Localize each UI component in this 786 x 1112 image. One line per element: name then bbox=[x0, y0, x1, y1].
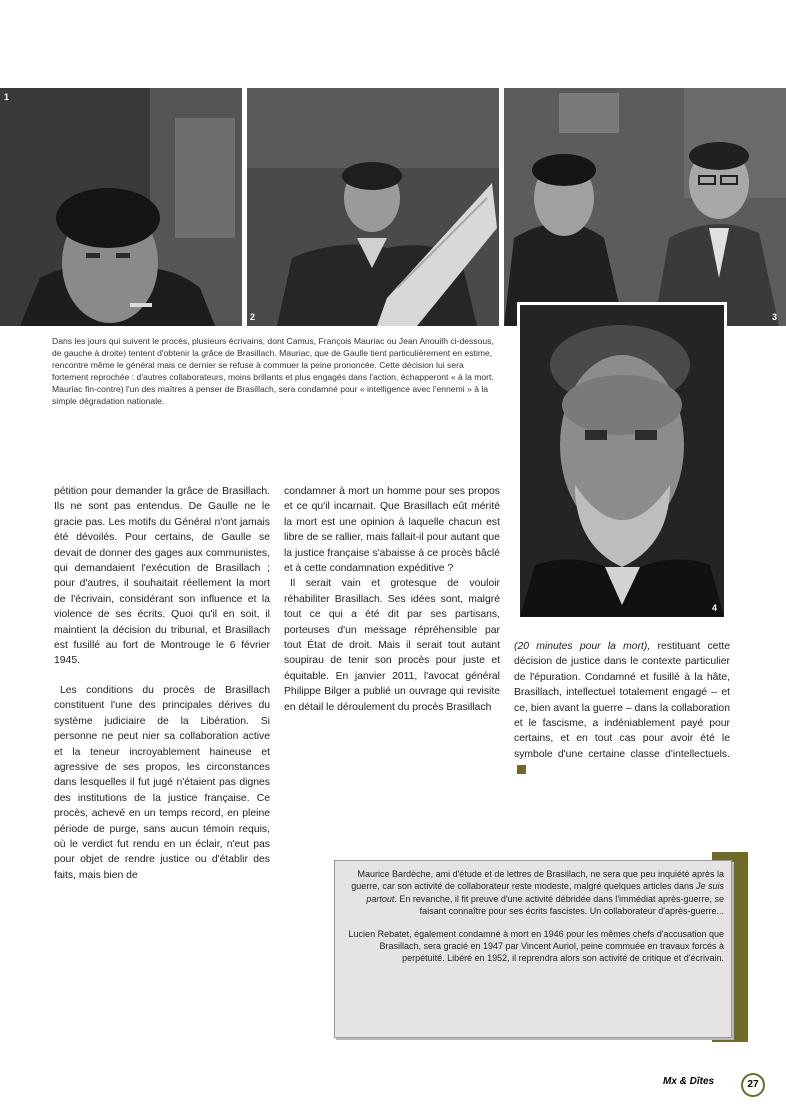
paragraph bbox=[514, 639, 730, 778]
paragraph: Les conditions du procès de Brasillach constituent l'une des principales dérives du système judiciaire de la Libération. Si personne ne peut nier sa collaboration active et la teneur incroyablement haineuse et agressive de ses propos, les circonstances dans lesquelles il fut jugé n'étaient pas dignes des institutions de la justice française. Ce procès, achevé en un temps record, en pleine période de purge, sans aucun témoin requis, où le verdict fut rendu en un éclair, n'eut pas pour objet de rendre justice ou d'établir des faits, mais bien de bbox=[54, 684, 270, 881]
article-column-1 bbox=[54, 484, 270, 883]
photo-number: 3 bbox=[772, 312, 778, 322]
paragraph: Il serait vain et grotesque de vouloir réhabiliter Brasillach. Ses idées sont, malgré tout ce qui a été dit par ses partisans, porteuses d'un message répréhensible par tout État de droit. Mais il serait tout autant soupirau de tenir son procès pour juste et équitable. En janvier 2011, l'avocat général Philippe Bilger a publié un ouvrage qui revisite en détail le déroulement du procès Brasillach bbox=[284, 578, 500, 713]
photo-number: 4 bbox=[712, 603, 718, 613]
magazine-brand: Mx & Dîtes bbox=[663, 1076, 715, 1087]
portrait-image bbox=[504, 88, 786, 326]
book-title: (20 minutes pour la mort), bbox=[514, 641, 651, 652]
photo-number: 1 bbox=[4, 92, 10, 102]
article-column-2 bbox=[284, 484, 500, 715]
photo-maurras bbox=[517, 302, 727, 620]
photo-camus bbox=[0, 88, 242, 326]
box-paragraph bbox=[344, 868, 724, 918]
portrait-image bbox=[0, 88, 242, 326]
box-paragraph: Lucien Rebatet, également condamné à mort en 1946 pour les mêmes chefs d'accusation que Brasillach, sera gracié en 1947 par Vincent Auriol, peine commuée en travaux forcés à perpétuité. Libéré en 1952, il reprendra alors son activité de critique et d'écrivain. bbox=[348, 928, 724, 964]
page-number: 27 bbox=[741, 1073, 765, 1097]
photo-caption: Dans les jours qui suivent le procès, plusieurs écrivains, dont Camus, François Mauriac ou Jean Anouilh ci-dessous, de gauche à droite) tentent d'obtenir la grâce de Brasillach. Mauriac, que de Gaulle tient particulièrement en estime, rencontre même le général mais ce dernier se refuse à commuer la peine prononcée. Cette décision lui sera fortement reprochée : d'autres collaborateurs, moins brillants et plus engagés dans l'action, échapperont « à la mort. Mauriac fin-contre) l'un des maîtres à penser de Brasillach, sera condamné pour « intelligence avec l'ennemi » à la simple dégradation nationale. bbox=[52, 336, 494, 406]
paragraph: condamner à mort un homme pour ses propos et ce qu'il incarnait. Que Brasillach eût mérité la mort est une opinion à laquelle chacun est libre de se rallier, mais fallait-il pour autant que la justice française s'abaisse à ce procès bâclé et à cette condamnation expéditive ? bbox=[284, 486, 500, 575]
box-text: . En revanche, il fit preuve d'une activité débridée dans l'immédiat après-guerre, se faisant connaître pour ses écrits fascistes. Un collaborateur d'après-guerre... bbox=[394, 893, 724, 917]
newspaper-title: Je suis partout bbox=[366, 881, 724, 904]
photo-number: 2 bbox=[250, 312, 256, 322]
end-of-article-mark bbox=[517, 765, 526, 774]
paragraph-text: restituant cette décision de justice dans le contexte particulier de l'épuration. Condamné et fusillé à la hâte, Brasillach, intellectuel totalement engagé – et ce, bien avant la guerre – dans la collaboration et le fascisme, a indéniablement payé pour certains, et en tout cas pour avoir été le symbole d'une certaine classe d'intellectuels. bbox=[514, 641, 730, 760]
photo-anouilh bbox=[504, 88, 786, 326]
article-column-3 bbox=[514, 639, 730, 778]
portrait-image bbox=[520, 305, 724, 617]
portrait-image bbox=[247, 88, 499, 326]
paragraph: pétition pour demander la grâce de Brasillach. Ils ne sont pas entendus. De Gaulle ne le gracie pas. Les motifs du Général n'ont jamais été dévoilés. Pour certains, de Gaulle se devait de donner des gages aux communistes, qui demandaient l'exécution de Brasillach ; pour d'autres, il souhaitait réellement la mort de l'écrivain, considérant son influence et la violence de ses écrits. Quoi qu'il en soit, il maintient la décision du tribunal, et Brasillach est fusillé au fort de Montrouge le 6 février 1945. bbox=[54, 486, 270, 667]
box-text: Maurice Bardèche, ami d'étude et de lettres de Brasillach, ne sera que peu inquiété après la guerre, car son activité de collaborateur reste modeste, malgré quelques articles dans bbox=[351, 869, 724, 892]
sidebar-box-text bbox=[344, 868, 724, 965]
photo-mauriac bbox=[247, 88, 499, 326]
